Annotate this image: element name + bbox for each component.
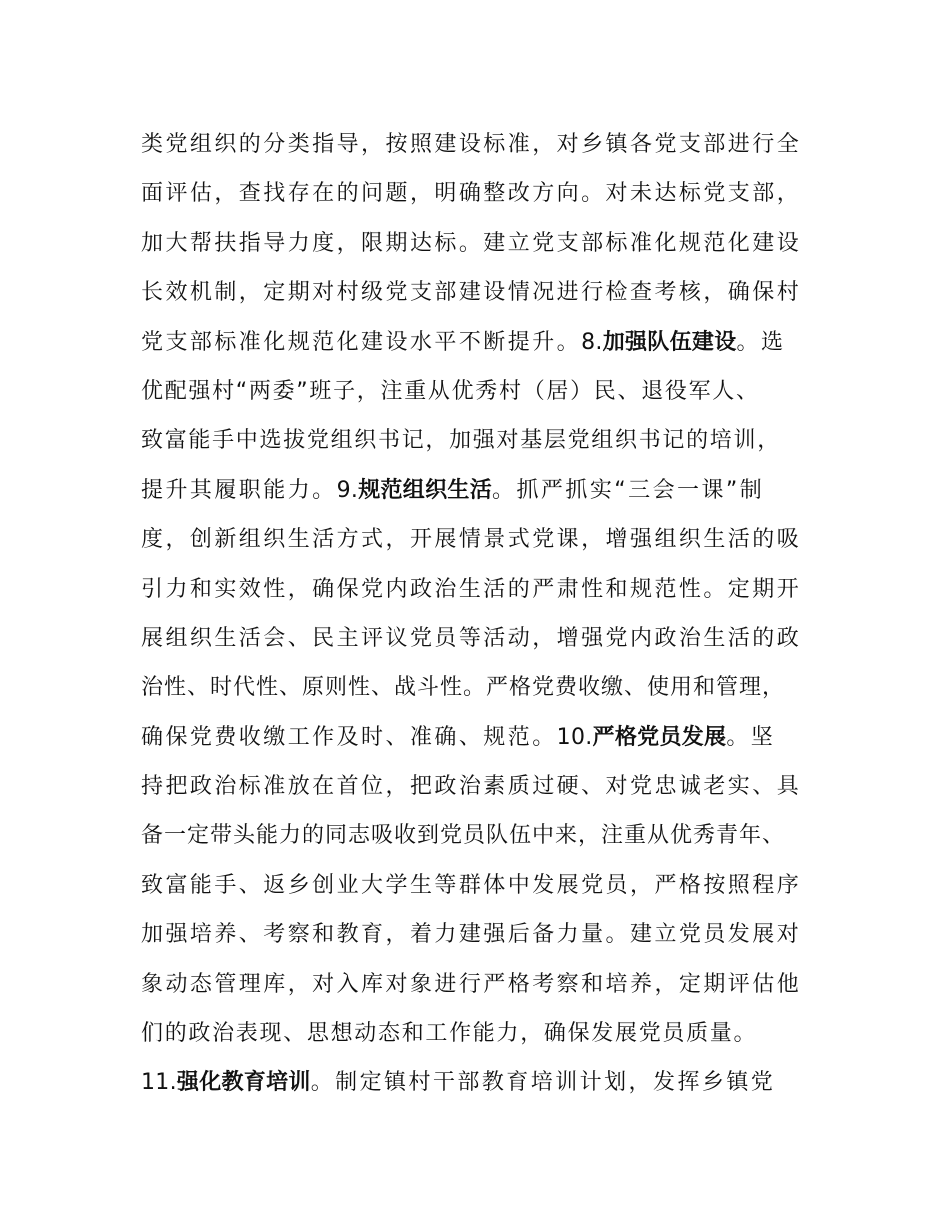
- text-line: [141, 565, 831, 614]
- body-text-run: 类党组织的分类指导，按照建设标准，对乡镇各党支部进行全: [141, 132, 802, 157]
- item-number: 9.: [336, 477, 359, 503]
- body-text-run: 治性、时代性、原则性、战斗性。严格党费收缴、使用和管理，: [141, 675, 786, 701]
- text-line: [141, 367, 831, 416]
- body-text-run: 面评估，查找存在的问题，明确整改方向。对未达标党支部，: [141, 181, 802, 207]
- text-line: [141, 219, 831, 268]
- body-text-run: 确保党费收缴工作及时、准确、规范。: [141, 724, 557, 750]
- text-line: [141, 120, 831, 169]
- body-text-run: 备一定带头能力的同志吸收到党员队伍中来，注重从优秀青年、: [141, 823, 786, 849]
- item-number: 10.: [556, 724, 593, 750]
- text-line: [141, 811, 831, 860]
- body-text-run: 。抓严抓实“三会一课”制: [492, 477, 765, 503]
- body-text-run: 加强培养、考察和教育，着力建强后备力量。建立党员发展对: [141, 922, 802, 948]
- body-text-run: 持把政治标准放在首位，把政治素质过硬、对党忠诚老实、具: [141, 774, 802, 800]
- text-line: [141, 1058, 831, 1107]
- text-line: [141, 318, 831, 367]
- text-line: [141, 416, 831, 465]
- body-text-run: 象动态管理库，对入库对象进行严格考察和培养，定期评估他: [141, 971, 802, 997]
- body-text-run: 。坚: [726, 724, 776, 750]
- section-heading: 强化教育培训: [176, 1070, 311, 1096]
- text-line: [141, 268, 831, 317]
- body-text-run: 。选: [736, 329, 786, 355]
- body-text-run: 们的政治表现、思想动态和工作能力，确保发展党员质量。: [141, 1021, 758, 1047]
- body-text-run: 优配强村“两委”班子，注重从优秀村（居）民、退役军人、: [141, 378, 760, 404]
- body-text-run: 引力和实效性，确保党内政治生活的严肃性和规范性。定期开: [141, 576, 802, 602]
- body-text-run: 加大帮扶指导力度，限期达标。建立党支部标准化规范化建设: [141, 230, 802, 256]
- document-body: [141, 120, 831, 1108]
- section-heading: 严格党员发展: [592, 724, 727, 750]
- section-heading: 规范组织生活: [358, 477, 493, 503]
- section-heading: 加强队伍建设: [602, 329, 737, 355]
- text-line: [141, 960, 831, 1009]
- text-line: [141, 1009, 831, 1058]
- body-text-run: 党支部标准化规范化建设水平不断提升。: [141, 329, 582, 355]
- body-text-run: 致富能手中选拔党组织书记，加强对基层党组织书记的培训，: [141, 428, 781, 454]
- text-line: [141, 762, 831, 811]
- body-text-run: 提升其履职能力。: [141, 477, 337, 503]
- text-line: [141, 910, 831, 959]
- body-text-run: 度，创新组织生活方式，开展情景式党课，增强组织生活的吸: [141, 527, 802, 553]
- text-line: [141, 466, 831, 515]
- body-text-run: 展组织生活会、民主评议党员等活动，增强党内政治生活的政: [141, 625, 802, 651]
- body-text-run: 长效机制，定期对村级党支部建设情况进行检查考核，确保村: [141, 280, 802, 306]
- text-line: [141, 861, 831, 910]
- item-number: 11.: [141, 1070, 177, 1096]
- body-text-run: 。制定镇村干部教育培训计划，发挥乡镇党: [310, 1070, 776, 1096]
- text-line: [141, 169, 831, 218]
- text-line: [141, 614, 831, 663]
- text-line: [141, 663, 831, 712]
- item-number: 8.: [581, 329, 603, 355]
- text-line: [141, 515, 831, 564]
- text-line: [141, 713, 831, 762]
- body-text-run: 致富能手、返乡创业大学生等群体中发展党员，严格按照程序: [141, 872, 802, 898]
